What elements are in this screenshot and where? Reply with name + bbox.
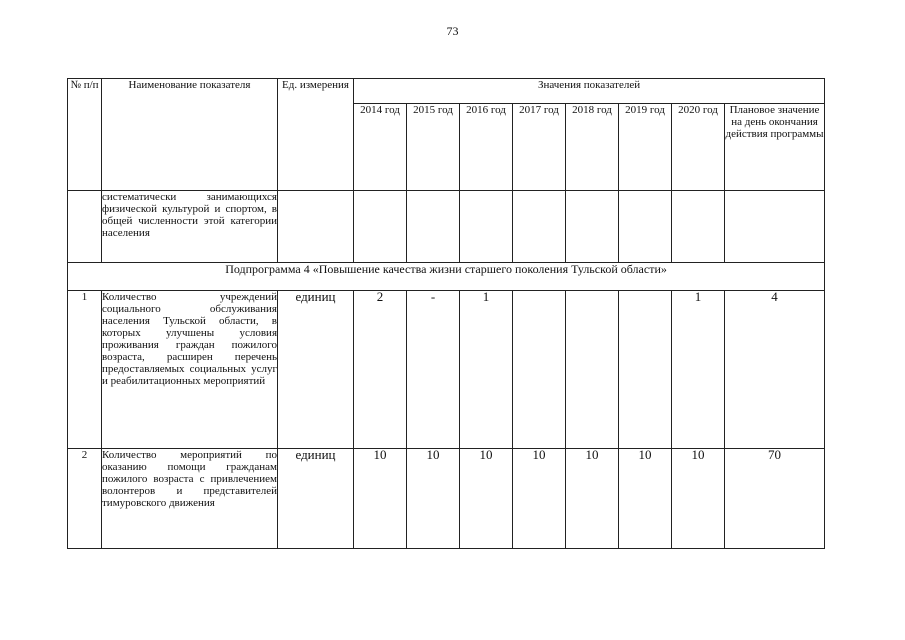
value-2020: 10: [672, 449, 725, 549]
indicator-name: Количество учреждений социального обслуживания населения Тульской области, в которых улучшены условия проживания граждан пожилого возраста, расширен перечень предоставляемых социальных услуг и реабилитационных мероприятий: [102, 291, 278, 449]
header-year-2018: 2018 год: [566, 104, 619, 191]
indicator-name: Количество мероприятий по оказанию помощи гражданам пожилого возраста с привлечением волонтеров и представителей тимуровского движения: [102, 449, 278, 549]
subprogram-row: [68, 263, 825, 291]
row-number: 1: [68, 291, 102, 449]
subprogram-title: Подпрограмма 4 «Повышение качества жизни старшего поколения Тульской области»: [68, 263, 825, 291]
header-year-2020: 2020 год: [672, 104, 725, 191]
continuation-name: систематически занимающихся физической культурой и спортом, в общей численности этой категории населения: [102, 191, 278, 263]
table-row: [68, 191, 825, 263]
value-2018: 10: [566, 449, 619, 549]
table-row: [68, 449, 825, 549]
header-year-2016: 2016 год: [460, 104, 513, 191]
value-2015: 10: [407, 449, 460, 549]
indicator-unit: единиц: [278, 449, 354, 549]
value-2020: 1: [672, 291, 725, 449]
page-number: 73: [446, 24, 459, 38]
value-2017: 10: [513, 449, 566, 549]
row-number: 2: [68, 449, 102, 549]
indicator-unit: единиц: [278, 291, 354, 449]
indicators-table: [67, 78, 825, 549]
value-2016: 10: [460, 449, 513, 549]
value-2014: 2: [354, 291, 407, 449]
header-year-2015: 2015 год: [407, 104, 460, 191]
header-year-2017: 2017 год: [513, 104, 566, 191]
table-row: [68, 291, 825, 449]
header-plan-value: Плановое значение на день окончания действия программы: [725, 104, 825, 191]
plan-value: 70: [725, 449, 825, 549]
value-2019: 10: [619, 449, 672, 549]
header-indicator-name: Наименование показателя: [102, 79, 278, 191]
value-2017: [513, 291, 566, 449]
value-2014: 10: [354, 449, 407, 549]
header-year-2019: 2019 год: [619, 104, 672, 191]
header-year-2014: 2014 год: [354, 104, 407, 191]
value-2018: [566, 291, 619, 449]
header-unit: Ед. измерения: [278, 79, 354, 191]
value-2019: [619, 291, 672, 449]
plan-value: 4: [725, 291, 825, 449]
value-2015: -: [407, 291, 460, 449]
header-values: Значения показателей: [354, 79, 825, 104]
value-2016: 1: [460, 291, 513, 449]
header-number: № п/п: [68, 79, 102, 191]
